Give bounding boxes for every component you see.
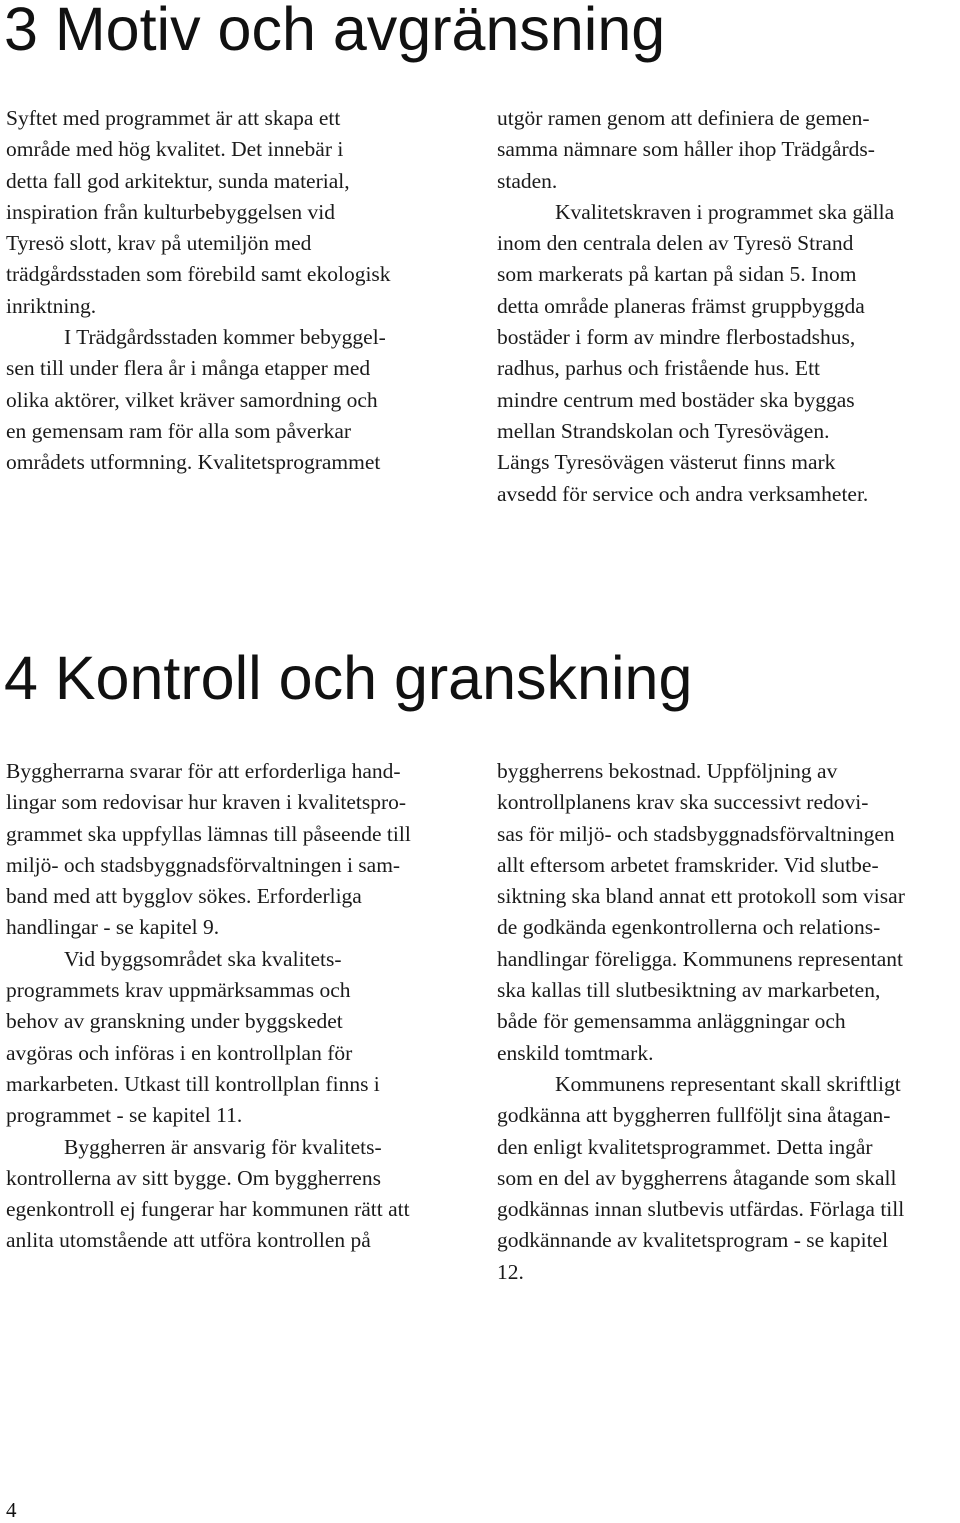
section-4-left-column <box>6 756 472 1257</box>
text-line: kontrollerna av sitt bygge. Om byggherrens <box>6 1165 381 1190</box>
text-line: programmet - se kapitel 11. <box>6 1103 243 1128</box>
text-line: både för gemensamma anläggningar och <box>497 1009 846 1034</box>
text-line: Syftet med programmet är att skapa ett <box>6 106 341 130</box>
text-line: bostäder i form av mindre flerbostadshus, <box>497 325 856 350</box>
text-line: den enligt kvalitetsprogrammet. Detta ingår <box>497 1134 873 1159</box>
text-line: handlingar föreligga. Kommunens representant <box>497 946 903 971</box>
text-line: de godkända egenkontrollerna och relations- <box>497 915 881 940</box>
paragraph <box>497 103 960 197</box>
text-line: grammet ska uppfyllas lämnas till påseende till <box>6 821 411 846</box>
text-line: Vid byggsområdet ska kvalitets- <box>64 946 342 971</box>
text-line: Byggherrarna svarar för att erforderliga hand- <box>6 759 401 783</box>
text-line: band med att bygglov sökes. Erforderliga <box>6 884 362 909</box>
paragraph <box>6 756 472 944</box>
text-line: godkännande av kvalitetsprogram - se kapitel <box>497 1228 889 1253</box>
text-line: Tyresö slott, krav på utemiljön med <box>6 231 312 256</box>
text-line: mindre centrum med bostäder ska byggas <box>497 387 855 412</box>
text-line: egenkontroll ej fungerar har kommunen rätt att <box>6 1197 410 1222</box>
text-line: programmets krav uppmärksammas och <box>6 978 351 1003</box>
text-line: områdets utformning. Kvalitetsprogrammet <box>6 450 381 475</box>
text-line: Byggherren är ansvarig för kvalitets- <box>64 1134 382 1159</box>
text-line: godkännas innan slutbevis utfärdas. Förlaga till <box>497 1197 905 1222</box>
text-line: samma nämnare som håller ihop Trädgårds- <box>497 137 875 162</box>
section-3-right-column <box>497 103 960 510</box>
text-line: Längs Tyresövägen västerut finns mark <box>497 450 836 475</box>
text-line: olika aktörer, vilket kräver samordning och <box>6 387 378 412</box>
text-line: kontrollplanens krav ska successivt redovi- <box>497 790 869 815</box>
text-line: område med hög kvalitet. Det innebär i <box>6 137 344 162</box>
text-line: allt eftersom arbetet framskrider. Vid slutbe- <box>497 852 879 877</box>
text-line: sen till under flera år i många etapper med <box>6 356 371 381</box>
text-line: Kommunens representant skall skriftligt <box>555 1071 901 1096</box>
text-line: anlita utomstående att utföra kontrollen på <box>6 1228 371 1253</box>
text-line: behov av granskning under byggskedet <box>6 1009 343 1034</box>
text-line: detta område planeras främst gruppbyggda <box>497 293 865 318</box>
text-line: I Trädgårdsstaden kommer bebyggel- <box>64 325 386 350</box>
paragraph <box>6 944 472 1132</box>
text-line: radhus, parhus och fristående hus. Ett <box>497 356 821 381</box>
paragraph <box>497 756 960 1069</box>
text-line: mellan Strandskolan och Tyresövägen. <box>497 418 830 443</box>
text-line: som en del av byggherrens åtagande som skall <box>497 1165 897 1190</box>
section-4-heading: 4 Kontroll och granskning <box>4 644 693 712</box>
text-line: godkänna att byggherren fullföljt sina åtagan- <box>497 1103 891 1128</box>
text-line: markarbeten. Utkast till kontrollplan finns i <box>6 1071 380 1096</box>
text-line: inriktning. <box>6 293 97 318</box>
text-line: detta fall god arkitektur, sunda material, <box>6 168 350 193</box>
paragraph <box>6 322 472 478</box>
text-line: trädgårdsstaden som förebild samt ekologisk <box>6 262 391 287</box>
text-line: miljö- och stadsbyggnadsförvaltningen i sam- <box>6 852 401 877</box>
text-line: staden. <box>497 168 558 193</box>
section-4-right-column <box>497 756 960 1288</box>
paragraph <box>497 1069 960 1288</box>
text-line: enskild tomtmark. <box>497 1040 654 1065</box>
text-line: ska kallas till slutbesiktning av markarbeten, <box>497 978 881 1003</box>
paragraph <box>497 197 960 510</box>
text-line: avsedd för service och andra verksamheter. <box>497 481 869 506</box>
section-3-left-column <box>6 103 472 479</box>
paragraph <box>6 1132 472 1257</box>
paragraph <box>6 103 472 322</box>
text-line: utgör ramen genom att definiera de gemen- <box>497 106 870 130</box>
text-line: handlingar - se kapitel 9. <box>6 915 220 940</box>
text-line: siktning ska bland annat ett protokoll som visar <box>497 884 905 909</box>
text-line: 12. <box>497 1259 524 1284</box>
text-line: inom den centrala delen av Tyresö Strand <box>497 231 854 256</box>
text-line: som markerats på kartan på sidan 5. Inom <box>497 262 857 287</box>
text-line: inspiration från kulturbebyggelsen vid <box>6 199 335 224</box>
text-line: byggherrens bekostnad. Uppföljning av <box>497 759 838 783</box>
text-line: lingar som redovisar hur kraven i kvalitetspro- <box>6 790 407 815</box>
section-3-heading: 3 Motiv och avgränsning <box>4 0 666 63</box>
text-line: en gemensam ram för alla som påverkar <box>6 418 352 443</box>
text-line: avgöras och införas i en kontrollplan för <box>6 1040 353 1065</box>
page-number: 4 <box>6 1498 17 1522</box>
text-line: Kvalitetskraven i programmet ska gälla <box>555 199 895 224</box>
text-line: sas för miljö- och stadsbyggnadsförvaltningen <box>497 821 895 846</box>
